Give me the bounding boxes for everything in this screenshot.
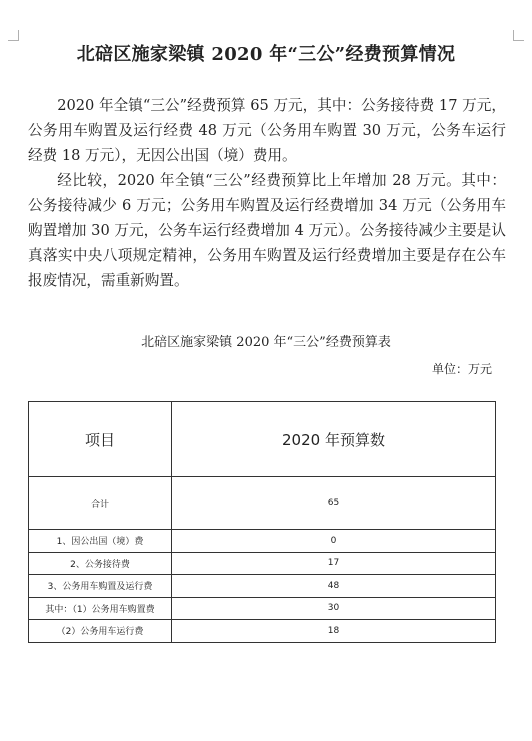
- row-label: 1、因公出国（境）费: [29, 530, 172, 553]
- paragraph-comparison: 经比较，2020 年全镇“三公”经费预算比上年增加 28 万元。其中：公务接待减少 6 万元；公务用车购置及运行经费增加 34 万元（公务用车购置增加 30 万元，公务车运行经费增加 4 万元）。公务接待减少主要是认真落实中央八项规定精神，公务用车购置及运行经费增加主要是存在公车报废情况，需重新购置。: [28, 172, 506, 289]
- unit-label: 单位：万元: [431, 362, 492, 376]
- row-value: 0: [172, 530, 496, 553]
- table-row: [29, 597, 496, 620]
- row-label: 合计: [29, 477, 172, 530]
- budget-table: [28, 401, 496, 643]
- table-row-total: [29, 477, 496, 530]
- table-title: 北碚区施家梁镇 2020 年“三公”经费预算表: [141, 335, 391, 350]
- paragraph-summary: 2020 年全镇“三公”经费预算 65 万元，其中：公务接待费 17 万元，公务用车购置及运行经费 48 万元（公务用车购置 30 万元，公务车运行经费 18 万元），无因公出国（境）费用。: [28, 97, 506, 164]
- document-title: 北碚区施家梁镇 2020 年“三公”经费预算情况: [76, 44, 456, 65]
- table-row: [29, 552, 496, 575]
- table-header-row: [29, 402, 496, 477]
- row-label: 2、公务接待费: [29, 552, 172, 575]
- row-value: 17: [172, 552, 496, 575]
- table-row: [29, 575, 496, 598]
- row-label: 3、公务用车购置及运行费: [29, 575, 172, 598]
- row-value: 65: [172, 477, 496, 530]
- row-label: 其中：（1）公务用车购置费: [29, 597, 172, 620]
- row-value: 48: [172, 575, 496, 598]
- row-value: 30: [172, 597, 496, 620]
- row-label: （2）公务用车运行费: [29, 620, 172, 643]
- table-row: [29, 530, 496, 553]
- header-budget: 2020 年预算数: [172, 402, 496, 477]
- row-value: 18: [172, 620, 496, 643]
- header-item: 项目: [29, 402, 172, 477]
- table-row: [29, 620, 496, 643]
